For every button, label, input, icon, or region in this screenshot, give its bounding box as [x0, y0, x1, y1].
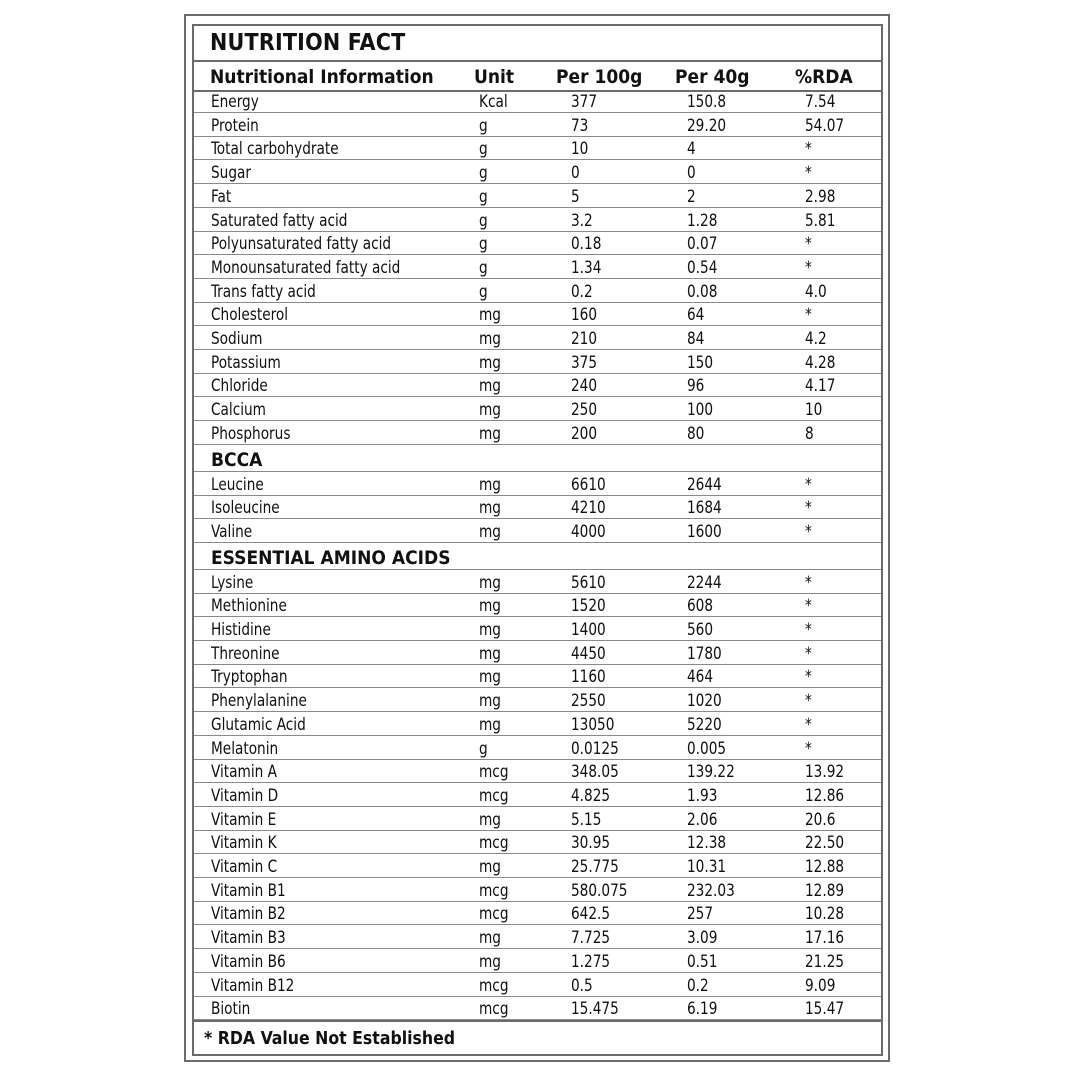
unit: mcg [479, 999, 509, 1019]
unit: mcg [479, 880, 509, 900]
unit: mcg [479, 904, 509, 924]
unit: mg [479, 400, 501, 420]
nutrient-name: Protein [211, 115, 259, 135]
rda: * [805, 643, 812, 663]
table-row [194, 496, 881, 519]
per-40g: 0.51 [687, 951, 718, 971]
rda: * [805, 738, 812, 758]
per-100g: 240 [571, 376, 598, 396]
rda: * [805, 572, 812, 592]
per-40g: 464 [687, 667, 714, 687]
nutrient-name: Fat [211, 186, 232, 206]
unit: g [479, 139, 488, 159]
nutrient-name: Energy [211, 92, 259, 111]
per-40g: 1684 [687, 498, 722, 518]
unit: g [479, 186, 488, 206]
rda: * [805, 234, 812, 254]
rda: 2.98 [805, 186, 836, 206]
nutrient-name: Calcium [211, 400, 266, 420]
unit: mg [479, 857, 501, 876]
per-40g: 12.38 [687, 833, 727, 853]
per-100g: 0 [571, 163, 580, 183]
rda: 4.28 [805, 352, 836, 372]
nutrient-name: Valine [211, 521, 253, 541]
per-100g: 1.34 [571, 257, 602, 277]
unit: mg [479, 352, 501, 372]
per-40g: 139.22 [687, 762, 735, 782]
per-40g: 1780 [687, 643, 722, 663]
per-100g: 4450 [571, 643, 606, 663]
unit: mg [479, 305, 501, 325]
unit: mcg [479, 785, 509, 805]
nutrient-name: Vitamin B1 [211, 880, 286, 900]
nutrient-name: Potassium [211, 352, 281, 372]
nutrient-name: Vitamin K [211, 833, 277, 853]
unit: g [479, 234, 488, 254]
unit: mg [479, 667, 501, 687]
nutrient-name: Sugar [211, 163, 251, 183]
rda: 17.16 [805, 928, 845, 948]
per-40g: 96 [687, 376, 705, 396]
unit: mg [479, 474, 501, 494]
per-100g: 348.05 [571, 762, 619, 782]
per-100g: 5.15 [571, 809, 602, 829]
nutrient-name: Trans fatty acid [211, 281, 316, 301]
rda: 12.88 [805, 857, 845, 876]
per-40g: 0.07 [687, 234, 718, 254]
rda: 22.50 [805, 833, 845, 853]
rda: 9.09 [805, 975, 836, 995]
table-row [194, 665, 881, 688]
per-40g: 80 [687, 423, 705, 443]
nutrient-name: Vitamin E [211, 809, 277, 829]
table-row [194, 926, 881, 949]
table-row [194, 713, 881, 736]
rda: 4.17 [805, 376, 836, 396]
rda: 5.81 [805, 210, 836, 230]
section-heading [194, 544, 881, 570]
table-row [194, 855, 881, 878]
nutrient-name: Biotin [211, 999, 251, 1019]
nutrient-name: Tryptophan [211, 667, 288, 687]
table-row [194, 473, 881, 496]
unit: g [479, 281, 488, 301]
per-100g: 25.775 [571, 857, 619, 876]
rda: 20.6 [805, 809, 836, 829]
table-row [194, 161, 881, 184]
per-100g: 0.5 [571, 975, 593, 995]
unit: mcg [479, 975, 509, 995]
table-row [194, 90, 881, 113]
per-100g: 4000 [571, 521, 606, 541]
rda: 7.54 [805, 92, 836, 111]
nutrient-name: Vitamin D [211, 785, 279, 805]
unit: g [479, 163, 488, 183]
unit: mg [479, 643, 501, 663]
rda: 54.07 [805, 115, 845, 135]
table-row [194, 280, 881, 303]
nutrient-name: Phenylalanine [211, 691, 307, 711]
per-40g: 3.09 [687, 928, 718, 948]
per-40g: 0.54 [687, 257, 718, 277]
table-row [194, 327, 881, 350]
per-100g: 5 [571, 186, 580, 206]
nutrition-table [192, 24, 883, 1056]
per-40g: 10.31 [687, 857, 727, 876]
per-40g: 2244 [687, 572, 722, 592]
unit: g [479, 210, 488, 230]
column-header: Per 40g [675, 66, 750, 88]
per-100g: 1.275 [571, 951, 611, 971]
per-100g: 0.18 [571, 234, 602, 254]
table-row [194, 351, 881, 374]
per-40g: 1.93 [687, 785, 718, 805]
per-40g: 1.28 [687, 210, 718, 230]
nutrient-name: Methionine [211, 596, 287, 616]
unit: mg [479, 596, 501, 616]
rda: 15.47 [805, 999, 845, 1019]
per-40g: 4 [687, 139, 696, 159]
nutrient-name: Vitamin B3 [211, 928, 286, 948]
nutrient-name: Vitamin B2 [211, 904, 286, 924]
nutrient-name: Vitamin C [211, 857, 278, 876]
section-title: BCCA [211, 448, 263, 471]
rda: * [805, 474, 812, 494]
per-40g: 608 [687, 596, 714, 616]
per-40g: 64 [687, 305, 705, 325]
per-100g: 3.2 [571, 210, 593, 230]
unit: mg [479, 498, 501, 518]
unit: mcg [479, 762, 509, 782]
unit: Kcal [479, 92, 508, 111]
section-title: ESSENTIAL AMINO ACIDS [211, 546, 451, 569]
table-row [194, 594, 881, 617]
per-100g: 1520 [571, 596, 606, 616]
per-100g: 30.95 [571, 833, 611, 853]
footnote: * RDA Value Not Established [204, 1028, 456, 1049]
per-40g: 29.20 [687, 115, 727, 135]
per-100g: 1400 [571, 620, 606, 639]
nutrient-name: Vitamin A [211, 762, 277, 782]
per-40g: 2.06 [687, 809, 718, 829]
unit: mg [479, 620, 501, 639]
table-row [194, 303, 881, 326]
table-row [194, 571, 881, 594]
per-40g: 1020 [687, 691, 722, 711]
rda: 12.89 [805, 880, 845, 900]
table-row [194, 950, 881, 973]
per-100g: 13050 [571, 714, 615, 734]
per-40g: 2644 [687, 474, 722, 494]
rda: 4.0 [805, 281, 827, 301]
nutrient-name: Melatonin [211, 738, 279, 758]
unit: mg [479, 521, 501, 541]
rda: 21.25 [805, 951, 845, 971]
nutrient-name: Histidine [211, 620, 271, 639]
rda: * [805, 305, 812, 325]
nutrient-name: Polyunsaturated fatty acid [211, 234, 392, 254]
table-row [194, 642, 881, 665]
column-header: %RDA [795, 66, 853, 88]
rda: * [805, 620, 812, 639]
table-row [194, 618, 881, 641]
per-40g: 257 [687, 904, 714, 924]
per-40g: 150 [687, 352, 714, 372]
table-row [194, 784, 881, 807]
nutrient-name: Lysine [211, 572, 254, 592]
column-header: Nutritional Information [210, 66, 434, 88]
table-row [194, 689, 881, 712]
per-100g: 642.5 [571, 904, 611, 924]
per-100g: 200 [571, 423, 598, 443]
unit: mg [479, 714, 501, 734]
table-row [194, 422, 881, 445]
per-40g: 6.19 [687, 999, 718, 1019]
per-100g: 73 [571, 115, 589, 135]
per-40g: 100 [687, 400, 714, 420]
table-row [194, 114, 881, 137]
table-row [194, 374, 881, 397]
per-100g: 210 [571, 329, 598, 348]
table-title: NUTRITION FACT [210, 30, 406, 56]
unit: mg [479, 928, 501, 948]
unit: g [479, 257, 488, 277]
rda: 10.28 [805, 904, 845, 924]
rda: 8 [805, 423, 814, 443]
rda: 4.2 [805, 329, 827, 348]
nutrient-name: Sodium [211, 329, 263, 348]
unit: mcg [479, 833, 509, 853]
per-100g: 1160 [571, 667, 606, 687]
section-heading [194, 446, 881, 472]
per-100g: 375 [571, 352, 598, 372]
per-40g: 0 [687, 163, 696, 183]
rda: * [805, 691, 812, 711]
table-row [194, 737, 881, 760]
table-row [194, 808, 881, 831]
rda: * [805, 714, 812, 734]
nutrient-name: Leucine [211, 474, 264, 494]
per-100g: 4.825 [571, 785, 611, 805]
per-100g: 10 [571, 139, 589, 159]
unit: mg [479, 376, 501, 396]
rda: 13.92 [805, 762, 845, 782]
per-40g: 150.8 [687, 92, 727, 111]
rda: * [805, 521, 812, 541]
per-100g: 250 [571, 400, 598, 420]
table-row [194, 185, 881, 208]
table-row [194, 398, 881, 421]
nutrient-name: Isoleucine [211, 498, 280, 518]
rda: * [805, 596, 812, 616]
nutrient-name: Monounsaturated fatty acid [211, 257, 401, 277]
rda: 10 [805, 400, 823, 420]
nutrient-name: Vitamin B6 [211, 951, 286, 971]
table-row [194, 232, 881, 255]
per-40g: 84 [687, 329, 705, 348]
rda: 12.86 [805, 785, 845, 805]
table-row [194, 760, 881, 783]
per-40g: 0.005 [687, 738, 727, 758]
table-row [194, 256, 881, 279]
rda: * [805, 139, 812, 159]
unit: mg [479, 572, 501, 592]
table-row [194, 137, 881, 160]
per-100g: 4210 [571, 498, 606, 518]
per-40g: 232.03 [687, 880, 735, 900]
unit: mg [479, 329, 501, 348]
per-100g: 15.475 [571, 999, 619, 1019]
per-100g: 580.075 [571, 880, 628, 900]
rda: * [805, 498, 812, 518]
table-row [194, 831, 881, 854]
nutrient-name: Saturated fatty acid [211, 210, 348, 230]
nutrient-name: Phosphorus [211, 423, 291, 443]
table-row [194, 520, 881, 543]
per-40g: 2 [687, 186, 696, 206]
per-100g: 5610 [571, 572, 606, 592]
unit: mg [479, 691, 501, 711]
unit: mg [479, 809, 501, 829]
nutrient-name: Total carbohydrate [211, 139, 339, 159]
per-100g: 2550 [571, 691, 606, 711]
per-100g: 0.2 [571, 281, 593, 301]
table-row [194, 902, 881, 925]
per-40g: 1600 [687, 521, 722, 541]
unit: mg [479, 423, 501, 443]
table-row [194, 974, 881, 997]
nutrient-name: Cholesterol [211, 305, 289, 325]
nutrient-name: Vitamin B12 [211, 975, 295, 995]
nutrient-name: Glutamic Acid [211, 714, 306, 734]
nutrient-name: Threonine [211, 643, 280, 663]
column-header: Unit [474, 66, 515, 88]
footer-divider [194, 1020, 881, 1022]
unit: g [479, 115, 488, 135]
table-row [194, 879, 881, 902]
column-header-row [194, 62, 881, 92]
table-row [194, 209, 881, 232]
rda: * [805, 257, 812, 277]
per-100g: 0.0125 [571, 738, 619, 758]
per-40g: 5220 [687, 714, 722, 734]
column-header: Per 100g [556, 66, 643, 88]
unit: g [479, 738, 488, 758]
per-100g: 160 [571, 305, 598, 325]
per-100g: 7.725 [571, 928, 611, 948]
per-40g: 560 [687, 620, 714, 639]
per-40g: 0.2 [687, 975, 709, 995]
unit: mg [479, 951, 501, 971]
rda: * [805, 667, 812, 687]
nutrient-name: Chloride [211, 376, 268, 396]
per-100g: 377 [571, 92, 598, 111]
per-100g: 6610 [571, 474, 606, 494]
table-row [194, 997, 881, 1020]
rda: * [805, 163, 812, 183]
per-40g: 0.08 [687, 281, 718, 301]
